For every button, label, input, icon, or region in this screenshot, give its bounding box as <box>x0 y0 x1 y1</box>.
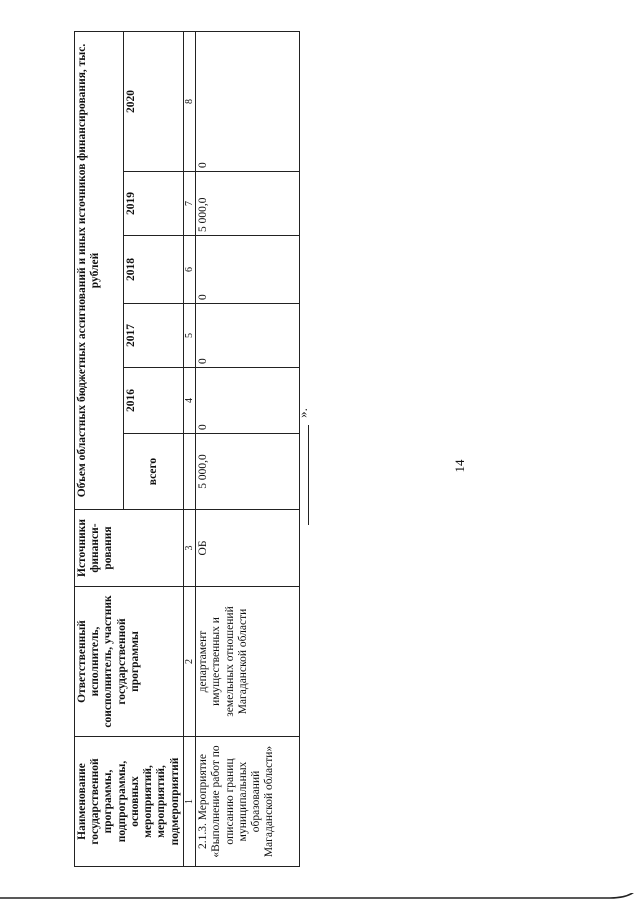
header-year-2019: 2019 <box>124 172 184 236</box>
closing-underline <box>308 425 309 525</box>
row-2020-cell: 0 <box>196 32 300 172</box>
header-total: всего <box>124 434 184 510</box>
column-number: 3 <box>183 510 196 587</box>
row-total-cell: 5 000,0 <box>196 434 300 510</box>
column-number: 1 <box>183 737 196 867</box>
column-number: 4 <box>183 368 196 434</box>
header-row-1 <box>75 32 124 867</box>
column-number: 7 <box>183 172 196 236</box>
row-2017-cell: 0 <box>196 304 300 368</box>
header-year-2020: 2020 <box>124 32 184 172</box>
column-number: 5 <box>183 304 196 368</box>
row-2016-cell: 0 <box>196 368 300 434</box>
closing-quote-mark: ». <box>295 408 310 418</box>
scan-edge-line <box>0 893 640 905</box>
column-number-row <box>183 32 196 867</box>
row-executor-cell: департамент имущественных и земельных отношений Магаданской области <box>196 587 300 737</box>
header-funding-volume: Объем областных бюджетных ассигнований и иных источников финансирования, тыс. рублей <box>75 32 124 510</box>
header-source: Источники финанси-рования <box>75 510 184 587</box>
header-year-2016: 2016 <box>124 368 184 434</box>
table-row <box>196 32 300 867</box>
header-year-2018: 2018 <box>124 236 184 304</box>
header-year-2017: 2017 <box>124 304 184 368</box>
row-name-cell: 2.1.3. Мероприятие «Выполнение работ по описанию границ муниципальных образований Магаданской области» <box>196 737 300 867</box>
column-number: 6 <box>183 236 196 304</box>
header-executor: Ответственный исполнитель, соисполнитель, участник государственной программы <box>75 587 184 737</box>
row-2019-cell: 5 000,0 <box>196 172 300 236</box>
funding-table <box>74 31 300 867</box>
page-number: 14 <box>452 459 467 473</box>
column-number: 2 <box>183 587 196 737</box>
funding-table-container <box>74 32 274 867</box>
header-name: Наименование государственной программы, подпрограммы, основных мероприятий, мероприятий, подмероприятий <box>75 737 184 867</box>
column-number: 8 <box>183 32 196 172</box>
funding-table-rotated <box>74 32 274 867</box>
column-number <box>183 434 196 510</box>
row-2018-cell: 0 <box>196 236 300 304</box>
row-source-cell: ОБ <box>196 510 300 587</box>
